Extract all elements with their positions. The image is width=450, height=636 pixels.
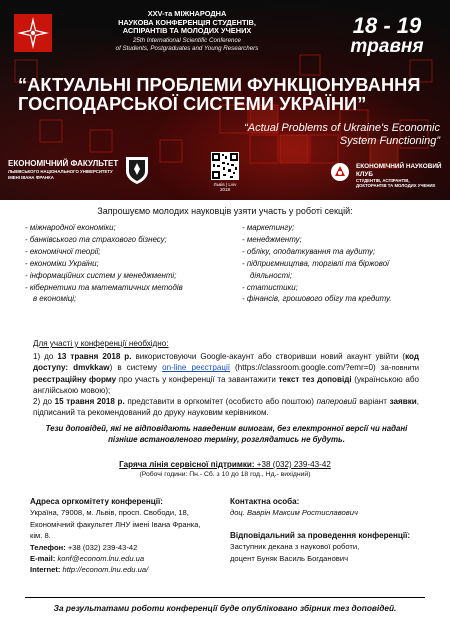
website-link[interactable]: http://econom.lnu.edu.ua/ [60,565,149,575]
requirement-2 [33,396,419,419]
responsible-line: доцент Буняк Василь Богданович [230,553,349,563]
contact-name-text: доц. Ваврін Максим Ростиславович [230,508,358,518]
online-registration-link[interactable]: on-line реєстрації [162,363,231,373]
subtitle-line: “Actual Problems of Ukraine's Economic [244,122,440,134]
header-banner [0,0,450,200]
phone-value[interactable]: +38 (032) 239-43-42 [65,542,138,552]
address-title: Адреса оргкомітету конференції: [30,497,164,506]
conference-subtitle-en [150,122,440,148]
req-text: повнити [391,363,419,373]
address-line: Україна, 79008, м. Львів, просп. Свободи, 18, [30,508,189,518]
qr-caption-line: Львів | Lviv [213,182,237,187]
req-emphasis: реєстраційну форму [33,374,117,384]
req-text: 1) до [33,352,58,361]
contacts-block [230,496,430,564]
club-name: ЕКОНОМІЧНИЙ НАУКОВИЙ КЛУБ [356,163,442,178]
sections-left-column [25,222,225,305]
economic-club-logo-icon [330,162,350,182]
conference-dates [332,14,442,57]
section-item: - підприємництва, торгівлі та біржової [242,258,389,268]
req-text: про участь у конференції та завантажити [116,374,279,384]
address-line: Економічний факультет ЛНУ імені Івана Франка, [30,519,201,529]
section-item: в економіці; [33,294,77,304]
section-item: - маркетингу; [242,223,295,232]
req-emphasis: текст тез доповіді [278,374,352,384]
conference-line-en: of Students, Postgraduates and Young Researchers [115,45,259,53]
responsible-title: Відповідальний за проведення конференції: [230,530,411,540]
section-item: - міжнародної економіки; [25,223,116,232]
hotline [0,460,450,470]
req-text: , підписаний та рекомендований до друку науковим керівником. [33,397,419,418]
address-block [30,496,230,576]
conference-line: АСПІРАНТІВ ТА МОЛОДИХ УЧЕНИХ [122,26,252,36]
access-code: код доступу: dmvkkaw [33,352,419,373]
working-hours: (Робочі години: Пн.- Сб. з 10 до 18 год., Нд.- вихідний) [139,471,311,478]
notice-line: Тези доповідей, які не відповідають наведеним вимогам, без електронної версії чи надані [45,424,408,433]
section-item: - інформаційних систем у менеджменті; [25,270,177,280]
faculty-sub: ІМЕНІ ІВАНА ФРАНКА [8,175,54,181]
invite-text: Запрошуємо молодих науковців узяти участь у роботі секцій: [97,206,353,216]
university-crest-icon [124,155,150,185]
conference-line: НАУКОВА КОНФЕРЕНЦІЯ СТУДЕНТІВ, [118,17,256,27]
compass-star-logo-icon [14,14,52,52]
conference-line: XXV-та МІЖНАРОДНА [147,9,227,18]
section-item: - банківського та страхового бізнесу; [25,234,167,244]
internet-row [30,564,230,575]
req-emphasis: паперовий [316,397,357,407]
address-line: кім. 8. [30,531,51,541]
section-item: - менеджменту; [242,234,302,244]
hotline-label: Гаряча лінія сервісної підтримки: [119,460,255,469]
section-item: - фінансів, грошового обігу та кредиту. [242,294,392,304]
req-text: варіант [356,397,390,407]
qr-caption [200,182,250,193]
section-item: - обліку, оподаткування та аудиту; [242,246,376,256]
conference-line-en: 25th International Scientific Conference [132,36,241,44]
qr-caption-line: 2018 [219,187,230,193]
requirements-title: Для участі у конференції необхідно: [33,339,169,348]
subtitle-line: System Functioning” [339,135,440,147]
date-month: травня [350,36,424,57]
conference-title [18,76,438,114]
contact-title: Контактна особа: [230,497,300,506]
email-value[interactable]: konf@econom.lnu.edu.ua [55,554,145,564]
phone-label: Телефон: [30,542,66,552]
section-item: - кібернетики та математичних методів [25,282,183,292]
faculty-label [8,159,128,180]
faculty-name: ЕКОНОМІЧНИЙ ФАКУЛЬТЕТ [8,159,119,168]
phone-row [30,542,230,553]
date-range: 18 - 19 [352,13,422,38]
registration-url: (https://classroom.google.com/?emr=0) за- [230,363,392,373]
email-row [30,553,230,564]
title-line: “АКТУАЛЬНІ ПРОБЛЕМИ ФУНКЦІОНУВАННЯ [18,75,421,95]
hotline-number[interactable]: +38 (032) 239-43-42 [254,460,331,469]
requirements-body [33,351,419,419]
sections-right-column [242,222,427,305]
club-sub: СТУДЕНТІВ, АСПІРАНТІВ, [356,178,410,183]
club-sub: ДОКТОРАНТІВ ТА МОЛОДИХ УЧЕНИХ [356,183,436,189]
req-emphasis: заявки [389,397,417,407]
contact-name [230,507,430,518]
notice-line: пізніше встановленого терміну, розглядатись не будуть. [108,434,345,444]
economic-club-label [356,163,446,188]
req-text: 2) до [33,397,55,407]
conference-heading [62,10,312,53]
req-text: (українською або англійською мовою); [33,374,419,395]
section-item: діяльності; [250,270,293,280]
divider [25,597,425,598]
internet-label: Internet: [30,565,61,575]
req-text: використовуючи Google-акаунт або створивши новий акаунт увійти ( [131,352,406,361]
req-text: ) в систему [109,363,163,373]
section-item: - статистики; [242,282,298,292]
faculty-sub: ЛЬВІВСЬКОГО НАЦІОНАЛЬНОГО УНІВЕРСИТЕТУ [8,169,113,174]
req-text: представити в оргкомітет (особисто або поштою) [124,397,317,407]
email-label: E-mail: [30,554,56,564]
section-item: - економічної теорії; [25,246,101,256]
req-date: 13 травня 2018 р. [57,352,132,361]
title-line: ГОСПОДАРСЬКОЇ СИСТЕМИ УКРАЇНИ” [18,94,367,114]
requirement-1 [33,351,419,396]
qr-code-icon[interactable] [211,152,239,180]
section-item: - економіки України; [25,258,99,268]
notice-text [34,424,419,446]
req-date: 15 травня 2018 р. [54,397,125,407]
responsible-line: Заступник декана з наукової роботи, [230,542,360,552]
footer-note: За результатами роботи конференції буде опубліковано збірник тез доповідей. [53,603,397,613]
